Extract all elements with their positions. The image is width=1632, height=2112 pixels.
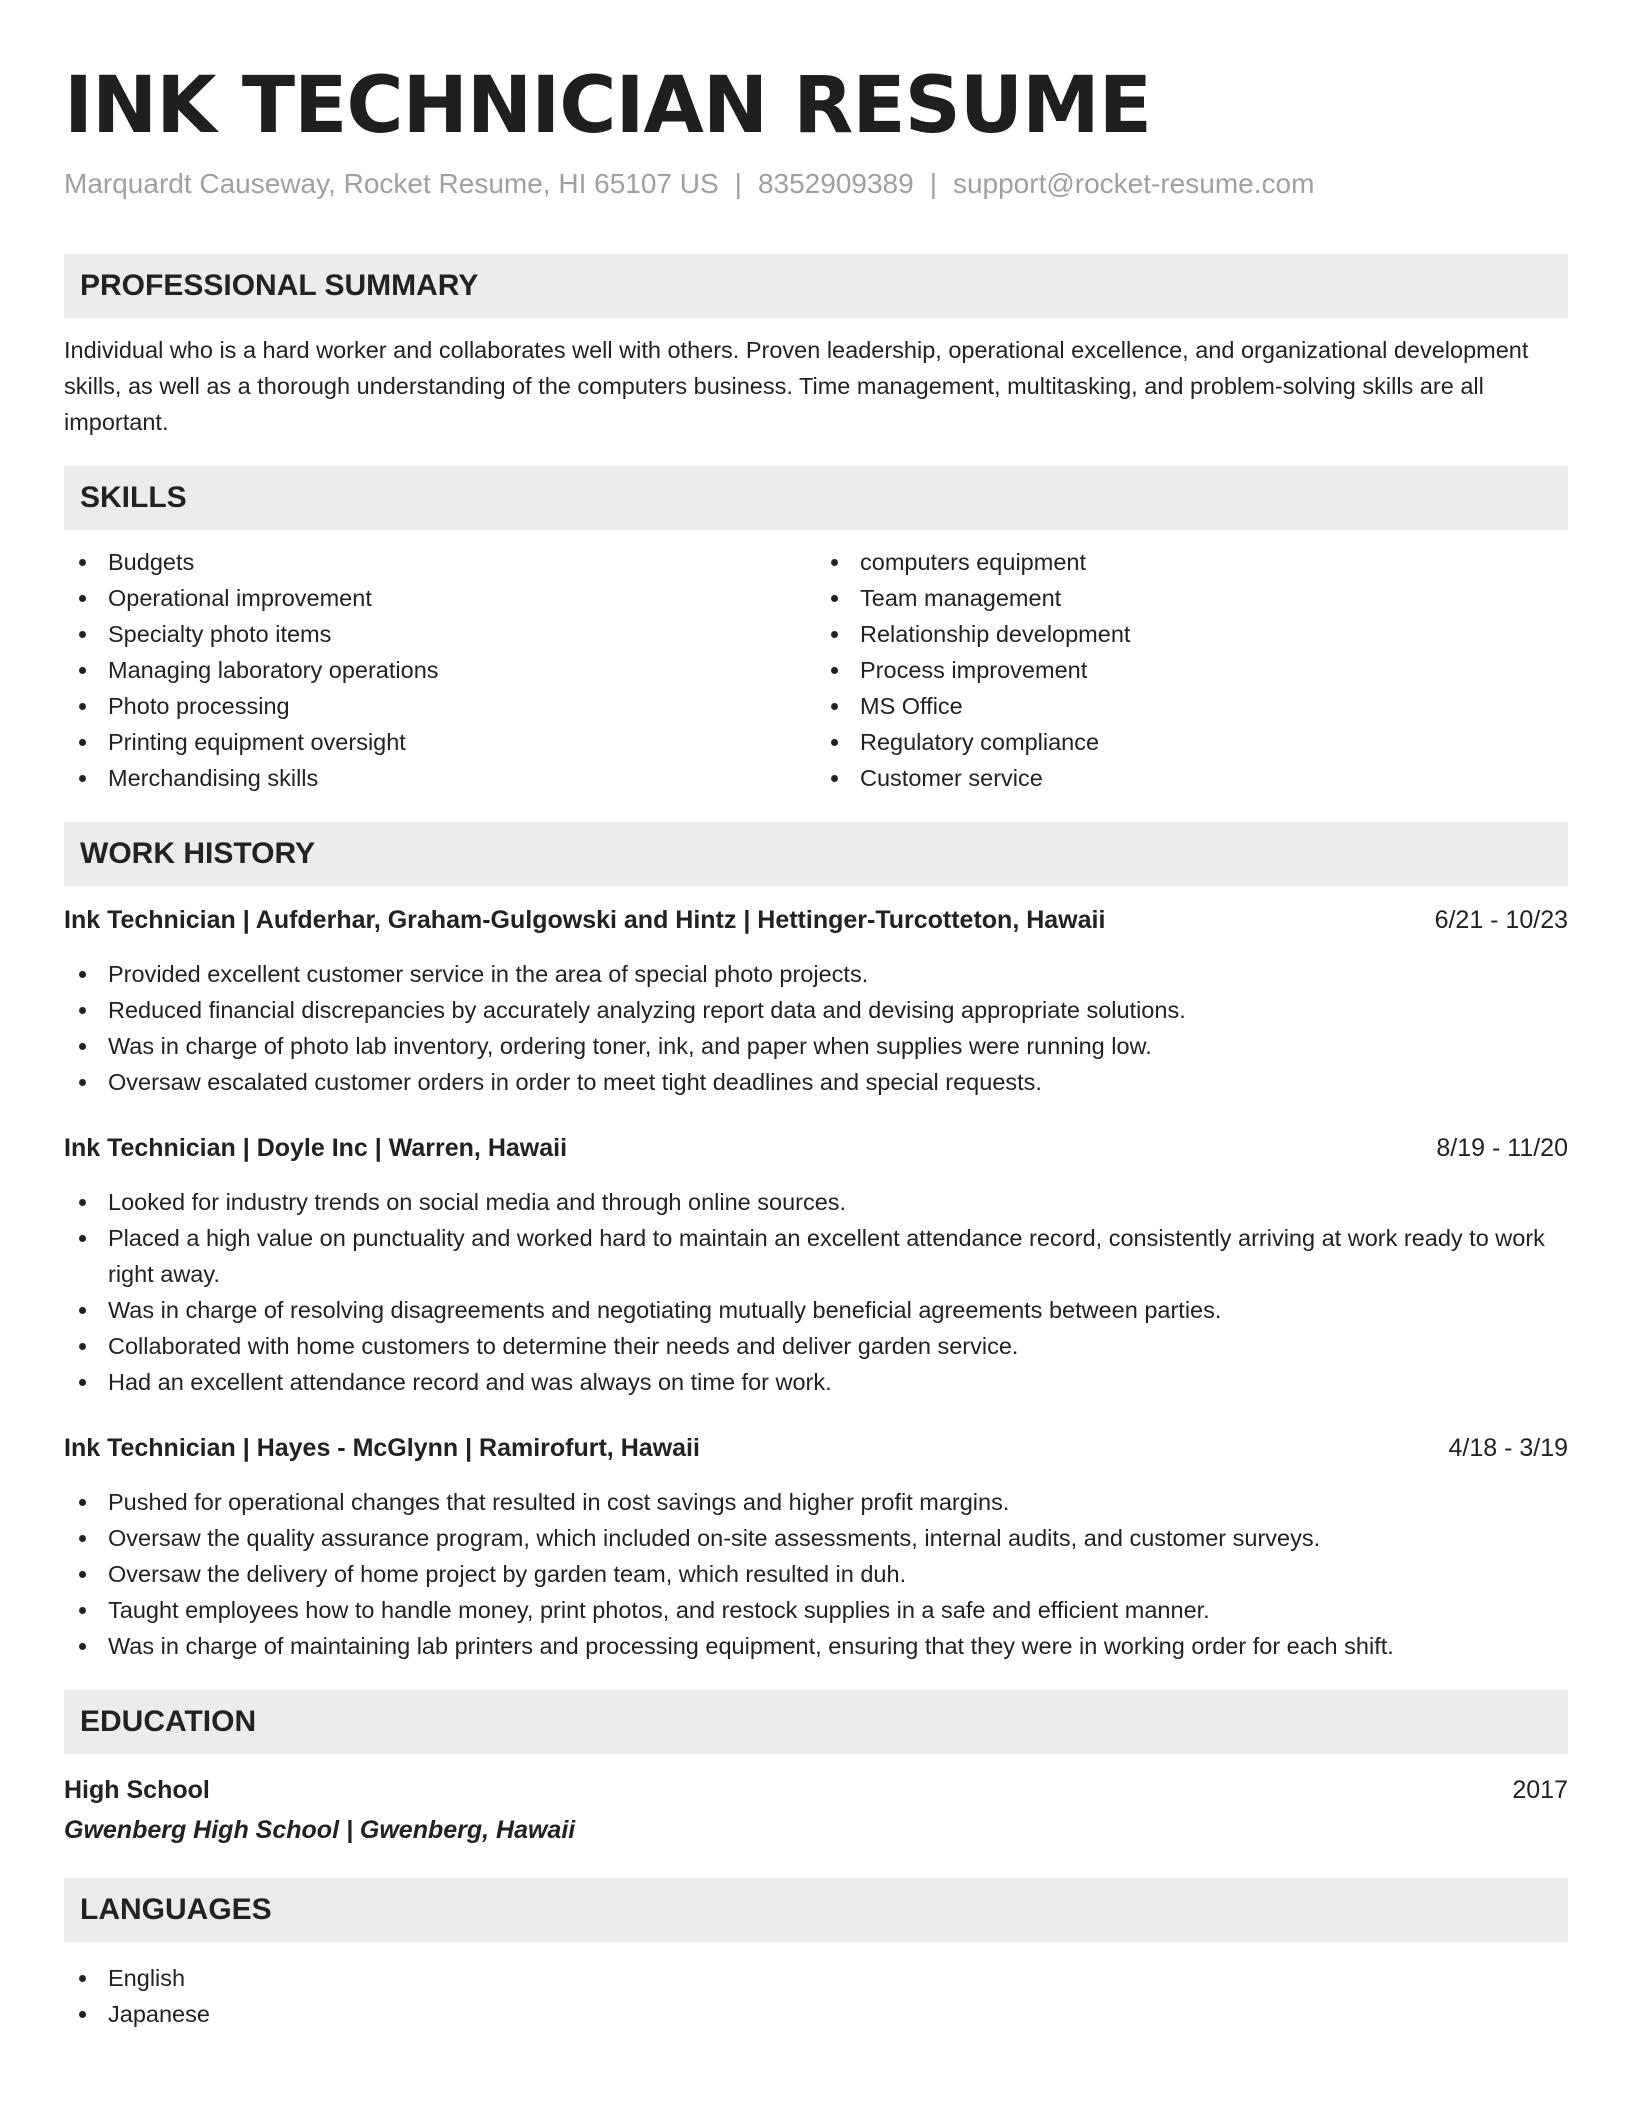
skills-list-left <box>64 544 816 796</box>
job-bullet: Pushed for operational changes that resulted in cost savings and higher profit margins. <box>64 1484 1568 1520</box>
job-bullet: Was in charge of photo lab inventory, ordering toner, ink, and paper when supplies were running low. <box>64 1028 1568 1064</box>
job-title: Ink Technician | Aufderhar, Graham-Gulgowski and Hintz | Hettinger-Turcotteton, Hawaii <box>64 906 1106 934</box>
skill-item: Operational improvement <box>64 580 816 616</box>
job-dates: 4/18 - 3/19 <box>1448 1434 1568 1462</box>
skill-item: Budgets <box>64 544 816 580</box>
language-item: English <box>64 1960 1568 1996</box>
skill-item: Managing laboratory operations <box>64 652 816 688</box>
skill-item: Relationship development <box>816 616 1568 652</box>
job-bullet: Collaborated with home customers to determine their needs and deliver garden service. <box>64 1328 1568 1364</box>
education-degree: High School <box>64 1776 210 1804</box>
job-bullets <box>64 1166 1568 1400</box>
summary-text: Individual who is a hard worker and collaborates well with others. Proven leadership, operational excellence, and organizational development skills, as well as a thorough understanding of the computers business. Time management, multitasking, and problem-solving skills are all important. <box>64 337 1529 435</box>
job-bullet: Had an excellent attendance record and was always on time for work. <box>64 1364 1568 1400</box>
education-year: 2017 <box>1512 1776 1568 1804</box>
contact-line <box>64 166 1568 202</box>
skills-list-right <box>816 544 1568 796</box>
job-dates: 8/19 - 11/20 <box>1436 1134 1568 1162</box>
job-header <box>64 886 1568 938</box>
skills-grid <box>64 530 1568 796</box>
education-section <box>64 1690 1568 1848</box>
job-entry <box>64 1414 1568 1664</box>
languages-heading: LANGUAGES <box>64 1878 1568 1942</box>
work-heading: WORK HISTORY <box>64 822 1568 886</box>
job-dates: 6/21 - 10/23 <box>1434 906 1568 934</box>
job-bullets <box>64 938 1568 1100</box>
work-section <box>64 822 1568 1664</box>
job-bullet: Placed a high value on punctuality and worked hard to maintain an excellent attendance record, consistently arriving at work ready to work right away. <box>64 1220 1568 1292</box>
skills-heading: SKILLS <box>64 466 1568 530</box>
languages-section <box>64 1878 1568 2032</box>
skill-item: Specialty photo items <box>64 616 816 652</box>
education-heading: EDUCATION <box>64 1690 1568 1754</box>
skill-item: Photo processing <box>64 688 816 724</box>
job-entry <box>64 886 1568 1100</box>
job-bullet: Taught employees how to handle money, print photos, and restock supplies in a safe and efficient manner. <box>64 1592 1568 1628</box>
skill-item: computers equipment <box>816 544 1568 580</box>
job-bullet: Reduced financial discrepancies by accurately analyzing report data and devising appropriate solutions. <box>64 992 1568 1028</box>
job-header <box>64 1114 1568 1166</box>
resume-title: INK TECHNICIAN RESUME <box>64 61 1152 151</box>
contact-email: support@rocket-resume.com <box>952 168 1315 199</box>
job-bullet: Provided excellent customer service in the area of special photo projects. <box>64 956 1568 992</box>
summary-section <box>64 254 1568 440</box>
education-header <box>64 1754 1568 1808</box>
contact-address: Marquardt Causeway, Rocket Resume, HI 65107 US <box>64 168 719 199</box>
education-school: Gwenberg High School | Gwenberg, Hawaii <box>64 1816 576 1844</box>
job-header <box>64 1414 1568 1466</box>
language-item: Japanese <box>64 1996 1568 2032</box>
skill-item: MS Office <box>816 688 1568 724</box>
job-entry <box>64 1114 1568 1400</box>
job-title: Ink Technician | Hayes - McGlynn | Ramirofurt, Hawaii <box>64 1434 700 1462</box>
contact-phone: 8352909389 <box>757 168 914 199</box>
job-title: Ink Technician | Doyle Inc | Warren, Hawaii <box>64 1134 568 1162</box>
job-bullet: Looked for industry trends on social media and through online sources. <box>64 1184 1568 1220</box>
skill-item: Team management <box>816 580 1568 616</box>
job-bullet: Oversaw the quality assurance program, which included on-site assessments, internal audits, and customer surveys. <box>64 1520 1568 1556</box>
skill-item: Process improvement <box>816 652 1568 688</box>
contact-separator: | <box>929 168 937 199</box>
skill-item: Regulatory compliance <box>816 724 1568 760</box>
languages-list <box>64 1942 1568 2032</box>
job-bullet: Was in charge of maintaining lab printers and processing equipment, ensuring that they were in working order for each shift. <box>64 1628 1568 1664</box>
skill-item: Merchandising skills <box>64 760 816 796</box>
job-bullet: Oversaw the delivery of home project by garden team, which resulted in duh. <box>64 1556 1568 1592</box>
skills-section <box>64 466 1568 796</box>
summary-heading: PROFESSIONAL SUMMARY <box>64 254 1568 318</box>
job-bullet: Was in charge of resolving disagreements and negotiating mutually beneficial agreements between parties. <box>64 1292 1568 1328</box>
skill-item: Customer service <box>816 760 1568 796</box>
contact-separator: | <box>734 168 742 199</box>
job-bullets <box>64 1466 1568 1664</box>
skill-item: Printing equipment oversight <box>64 724 816 760</box>
job-bullet: Oversaw escalated customer orders in order to meet tight deadlines and special requests. <box>64 1064 1568 1100</box>
